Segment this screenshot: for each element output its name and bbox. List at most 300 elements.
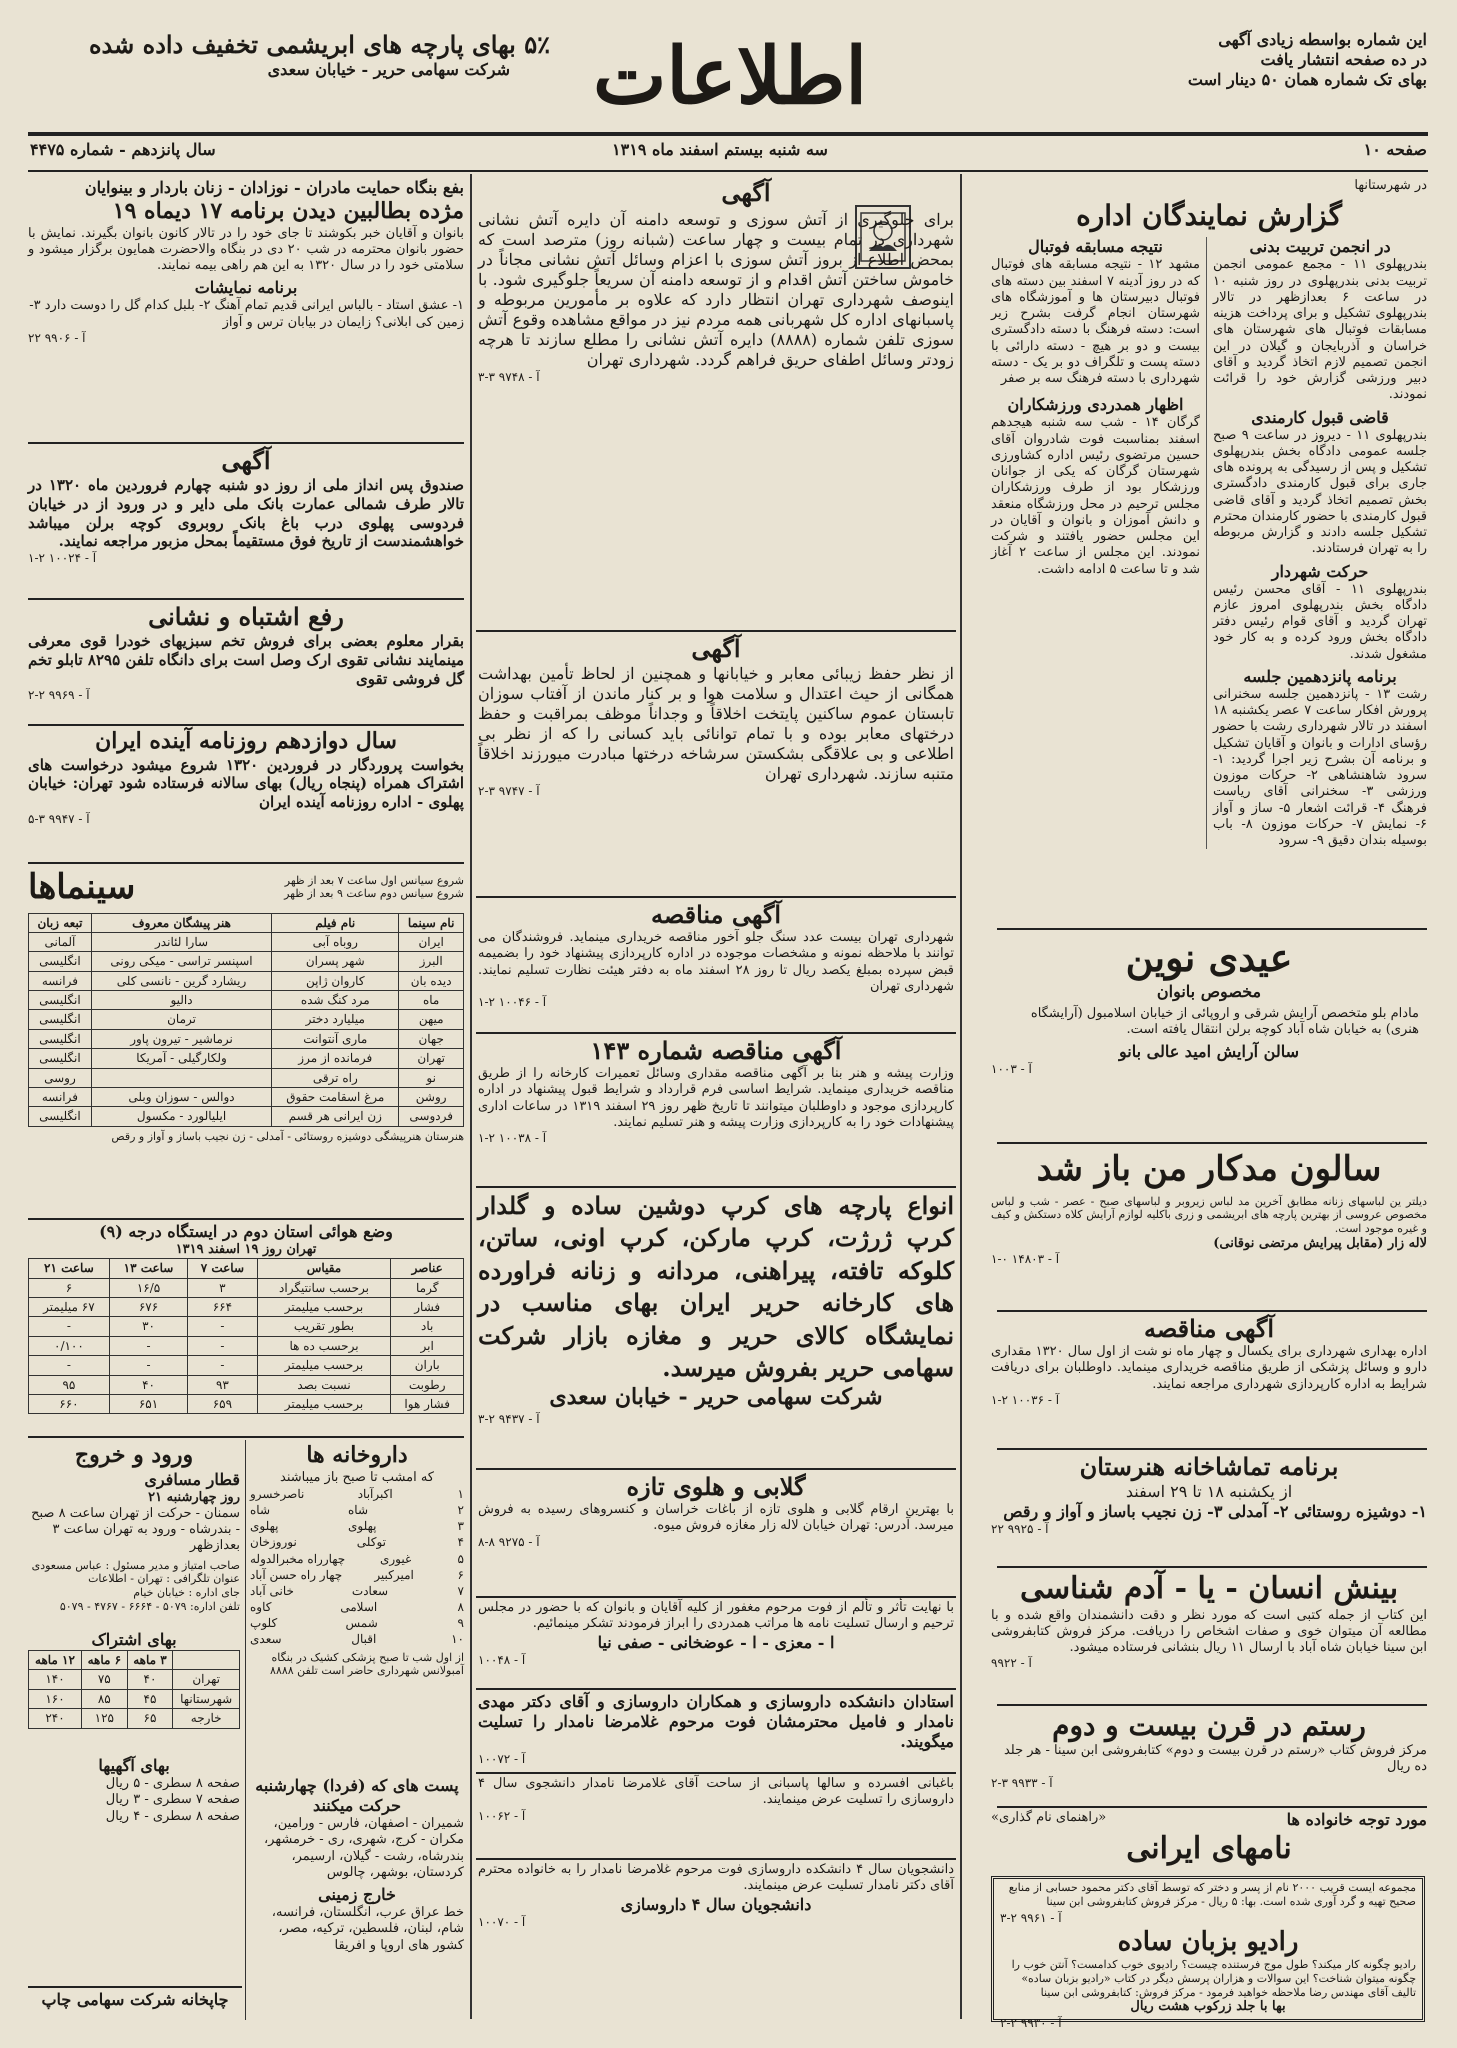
cinema-row-cell: فردوسی (399, 1107, 464, 1126)
weather-row-cell: برحسب میلیمتر (257, 1356, 391, 1375)
pharmacy-cell: ۷ (457, 1583, 464, 1598)
mid-rule-7 (476, 1688, 956, 1690)
correction-code: آ - ۹۹۶۹ ۲-۲ (28, 688, 90, 703)
mid-rule-4 (476, 1186, 956, 1188)
weather-row-cell: ۶۷۶ (109, 1298, 187, 1317)
rostam-body: مرکز فروش کتاب «رستم در قرن بیست و دوم» کتابفروشی ابن سینا - هر جلد ده ریال (1003, 1743, 1427, 1775)
weather-row-cell: برحسب میلیمتر (257, 1298, 391, 1317)
cinema-row-cell: انگلیسی (29, 991, 92, 1010)
left-rule-3 (28, 724, 464, 726)
pharmacy-cell: اقبال (351, 1632, 377, 1647)
cinema-row-cell: نو (399, 1068, 464, 1087)
pharmacy-cell: ۱ (457, 1486, 464, 1501)
weather-row-cell: ۴۰ (109, 1375, 187, 1394)
publisher: صاحب امتیاز و مدیر مسئول : عباس مسعودی (31, 1558, 240, 1572)
mid-rule-3 (476, 1032, 956, 1034)
eid-title: عیدی نوین (1125, 935, 1293, 980)
weather-section (28, 1222, 464, 1432)
pharmacy-row (250, 1534, 464, 1550)
pharmacy-row (250, 1502, 464, 1518)
cinema-rows (29, 932, 464, 1126)
post-section (250, 1776, 464, 2016)
subs-row-cell: ۴۵ (127, 1689, 173, 1708)
cinema-row-cell: روشن (399, 1088, 464, 1107)
radio-title: رادیو بزبان ساده (1117, 1926, 1299, 1957)
weather-row-cell: - (188, 1336, 257, 1355)
pharmacy-cell: کاوه (250, 1600, 272, 1615)
weather-row-cell: ۶۷ میلیمتر (29, 1298, 110, 1317)
arrivals-sub: قطار مسافری (144, 1469, 240, 1489)
weather-row (29, 1356, 464, 1375)
condolence-3 (478, 1776, 954, 1854)
cinema-row-cell (91, 1068, 271, 1087)
correction-body: بقرار معلوم بعضی برای فروش تخم سبزیهای خودرا قوی معرفی مینمایند نشانی تقوی ارک وصل است برای دانگاه تلفن ۸۲۹۵ تابلو تخم گل فروشی تقوی (28, 632, 464, 688)
subs-row-cell: خارجه (173, 1709, 240, 1728)
pharmacy-cell: سعادت (351, 1583, 389, 1598)
s4-body: رشت ۱۳ - پانزدهمین جلسه سخنرانی پرورش افکار ساعت ۷ عصر یکشنبه ۱۸ اسفند در تالار شهرداری رشت با حضور رؤسای ادارات و بانوان و آقایان تشکیل و برنامه آن بشرح زیر اجرا گردید: ۱- سرود شاهنشاهی ۲- حرکات موزون ورزشی ۳- سخنرانی آقای ریاست فرهنگ ۴- قرائت اشعار ۵- ساز و آواز ۶- نمایش ۷- حرکات موزون ۸- باب بوسیله بندان دقیق ۹- سرود (1213, 686, 1428, 848)
pharmacy-cell: غیوری (379, 1551, 412, 1566)
weather-row-cell: ۶۵۱ (109, 1394, 187, 1413)
arrivals-title: ورود و خروج (74, 1442, 194, 1468)
pharmacy-cell: پهلوی (250, 1519, 279, 1534)
weather-row-cell: فشار هوا (391, 1394, 464, 1413)
mid-rule-1 (476, 630, 956, 632)
cinema-row-cell: انگلیسی (29, 952, 92, 971)
subs-header: ۱۲ ماهه (29, 1651, 82, 1670)
pharmacy-cell: ۹ (457, 1616, 464, 1631)
silk-ad (478, 1190, 954, 1426)
program-title: برنامه نمایشات (194, 278, 298, 298)
dateline-page: صفحه ۱۰ (1363, 140, 1427, 159)
s1-title: در انجمن تربیت بدنی (1249, 237, 1391, 257)
ad-prices-section (28, 1756, 240, 1986)
right-rule-3 (997, 1310, 1427, 1312)
tender-ad (991, 1314, 1427, 1444)
foreign-body: خط عراق عرب، انگلستان، فرانسه، شام، لبنان، فلسطین، ترکیه، مصر، کشور های اروپا و افریقا (271, 1905, 464, 1953)
mothers-ad (28, 178, 464, 438)
mid-rule-9 (476, 1858, 956, 1860)
weather-row-cell: ۶ (29, 1278, 110, 1297)
weather-header: ساعت ۱۳ (109, 1259, 187, 1278)
left-rule-5 (28, 1218, 464, 1220)
names-code: آ - ۹۹۶۱ ۲-۳ (1000, 1910, 1062, 1925)
left-ad-line-2: شرکت سهامی حریر - خیابان سعدی (267, 60, 510, 79)
s3-title: حرکت شهردار (1271, 561, 1369, 581)
cinema-row (29, 1107, 464, 1126)
notice-line-1: این شماره بواسطه زیادی آگهی (1218, 30, 1427, 49)
radio-price: بها با جلد زرکوب هشت ریال (1130, 1999, 1286, 2015)
weather-row-cell: - (29, 1356, 110, 1375)
pharmacy-row (250, 1631, 464, 1647)
s2-title: قاضی قبول کارمندی (1251, 407, 1389, 427)
cinema-row-cell: دالیو (91, 991, 271, 1010)
subs-rows (29, 1670, 240, 1728)
fruit-ad (478, 1472, 954, 1572)
radio-body: رادیو چگونه کار میکند؟ طول موج فرستنده چیست؟ رادیوی خوب کدامست؟ آنتن خوب را چگونه میتوان شناخت؟ این سوالات و هزاران پرسش دیگر در کتاب «رادیو بزبان ساده» تالیف آقای مهندس رضا ملاحظه خواهید فرمود - مرکز فروش: کتابفروشی ابن سینا (1011, 1958, 1416, 1999)
post-title: پست های که (فردا) چهارشنبه حرکت میکنند (255, 1776, 459, 1815)
cinema-row-cell: جهان (399, 1029, 464, 1048)
weather-row-cell: ۶۶۴ (188, 1298, 257, 1317)
cinema-header: نام فیلم (272, 913, 399, 932)
savings-title: آگهی (221, 446, 271, 475)
cinema-row-cell: فرانسه (29, 971, 92, 990)
subscription-section (28, 1630, 240, 1750)
salon-ad (991, 1148, 1427, 1306)
weather-row-cell: رطوبت (391, 1375, 464, 1394)
pharmacy-cell: شاه (250, 1502, 270, 1517)
trees-ad-body: از نظر حفظ زیبائی معابر و خیابانها و همچنین از لحاظ تأمین بهداشت همگانی از حیث اعتدال و سلامت هوا و بر کنار ماندن از آفتاب سوزان تابستان عموم ساکنین پایتخت اخلاقاً و وجداناً موظف بمراقبت و حفظ درختهای معابر بوده و با تمام توانائی باید کسانی را که از نظر بی اطلاعی و بی علاقگی بشکستن سرشاخه درختها مبادرت میورزند اخلاقاً متنبه سازند. شهرداری تهران (478, 664, 955, 783)
ad-price-row: صفحه ۸ سطری - ۵ ریال (105, 1776, 240, 1791)
pharmacy-cell: اسلامی (340, 1600, 378, 1615)
cinema-row-cell: راه ترقی (272, 1068, 399, 1087)
subs-row (29, 1670, 240, 1689)
weather-row-cell: ۳ (188, 1278, 257, 1297)
notice-line-2: در ده صفحه انتشار یافت (1260, 50, 1427, 69)
pharmacy-cell: ۸ (457, 1600, 464, 1615)
subs-row-cell: ۴۰ (127, 1670, 173, 1689)
cinema-row-cell: زن ایرانی هر قسم (272, 1107, 399, 1126)
weather-row-cell: - (109, 1356, 187, 1375)
cinema-header: نام سینما (399, 913, 464, 932)
salon-title: سالون مدکار من باز شد (1036, 1149, 1382, 1189)
theater-sub: از یکشنبه ۱۸ تا ۲۹ اسفند (1125, 1482, 1293, 1501)
printer-line: چاپخانه شرکت سهامی چاپ (41, 1990, 229, 2009)
section-label: در شهرستانها (1354, 178, 1427, 193)
cinema-note-1: شروع سیانس اول ساعت ۷ بعد از ظهر (284, 873, 464, 887)
eid-shop: سالن آرایش امید عالی بانو (1118, 1042, 1299, 1061)
provinces-section (991, 178, 1427, 923)
cinema-row-cell: ماه (399, 991, 464, 1010)
cinema-row-cell: میلیارد دختر (272, 1010, 399, 1029)
pharmacy-cell: شمس (345, 1616, 378, 1631)
subs-row-cell: شهرستانها (173, 1689, 240, 1708)
cinema-row-cell: انگلیسی (29, 1107, 92, 1126)
arrivals-day: روز چهارشنبه ۲۱ (148, 1489, 240, 1505)
right-rule-2 (997, 1142, 1427, 1144)
fruit-code: آ - ۹۲۷۵ ۸-۸ (478, 1534, 540, 1549)
silk-code: آ - ۹۴۳۷ ۲-۳ (478, 1411, 540, 1426)
names-pre: مورد توجه خانواده ها (1286, 1810, 1427, 1829)
cinema-row-cell: دوالس - سوزان وبلی (91, 1088, 271, 1107)
weather-row-cell: برحسب میلیمتر (257, 1394, 391, 1413)
fire-ad-body: برای جلوگیری از آتش سوزی و توسعه دامنه آن دایره آتش نشانی شهرداری در تمام بیست و چهار ساعت (شبانه روز) مترصد است که بمحض اطلاع از بروز آتش سوزی با اعزام وسائل آتش نشانی مجاناً در خاموش ساختن آتش اقدام و از توسعه دامنه آن سریعاً جلوگیری شود. با اینوصف شهرداری تهران انتظار دارد که علاوه بر مأمورین مربوطه و پاسبانهای اداره کل شهربانی همه مردم نیز در مواقع مشاهده وقوع آتش سوزی تلفن شماره (۸۸۸۸) دایره آتش نشانی را مطلع سازند تا هرچه زودتر وسائل اطفای حریق فراهم گردد. شهرداری تهران (478, 210, 954, 369)
subs-table (28, 1650, 240, 1729)
cinema-section (28, 866, 464, 1216)
weather-row-cell: فشار (391, 1298, 464, 1317)
weather-row-cell: بطور تقریب (257, 1317, 391, 1336)
cinema-header: هنر پیشگان معروف (91, 913, 271, 932)
pharmacy-cell: ۵ (457, 1551, 464, 1566)
pharmacy-cell: ۳ (457, 1519, 464, 1534)
condolence-4 (478, 1862, 954, 2012)
condolence-3-body: باغبانی افسرده و سالها پاسبانی از ساحت آقای غلامرضا نامدار دانشجوی سال ۴ داروسازی را تسلیت عرض مینمایند. (478, 1776, 954, 1808)
left-rule-4 (28, 862, 464, 864)
radio-ad (991, 1876, 1425, 2030)
weather-row-cell: ۰/۱۰۰ (29, 1336, 110, 1355)
cinema-row-cell: روسی (29, 1068, 92, 1087)
stone-tender-ad (478, 900, 954, 1030)
mothers-head: مژده بطالبین دیدن برنامه ۱۷ دیماه ۱۹ (112, 198, 464, 224)
arrivals-body: سمنان - حرکت از تهران ساعت ۸ صبح - بندرشاه - ورود به تهران ساعت ۳ بعدازظهر (31, 1505, 240, 1554)
yearbook-ad (28, 728, 464, 858)
post-body: شمیران - اصفهان، فارس - ورامین، مکران - کرج، شهری، ری - خرمشهر، بندرشاه، رشت - گیلان، ارسیمر، کردستان، بوشهر، چالوس (263, 1816, 464, 1880)
weather-date: تهران روز ۱۹ اسفند ۱۳۱۹ (175, 1242, 317, 1257)
savings-ad (28, 446, 464, 594)
pharmacy-cell: کلوپ (250, 1616, 278, 1631)
cinema-row-cell: انگلیسی (29, 1029, 92, 1048)
pharmacy-cell: ۶ (457, 1567, 464, 1582)
rostam-code: آ - ۹۹۳۳ ۳-۲ (991, 1775, 1053, 1790)
tender-title: آگهی مناقصه (1143, 1314, 1275, 1343)
pharmacy-row (250, 1486, 464, 1502)
office-address: جای اداره : خیابان خیام (133, 1586, 240, 1599)
column-divider-1 (960, 174, 962, 2019)
correction-title: رفع اشتباه و نشانی (148, 602, 344, 631)
office-phone: تلفن اداره: ۵۰۷۹ - ۶۶۶۴ - ۴۷۶۷ - ۵۰۷۹ (59, 1599, 240, 1613)
s1-body: بندرپهلوی ۱۱ - مجمع عمومی انجمن تربیت بدنی بندرپهلوی در روز شنبه ۱۰ در ساعت ۶ بعدازظهر در تالار بندرپهلوی تشکیل و برای پرداخت هزینه مسابقات فوتبال های شهرستان های خراسان و آذربایجان و گیلان در این انجمن تصمیم لازم اتخاذ گردید و آقای دبیر ورزشی گزارش خود را قرائت نمودند. (1213, 257, 1427, 403)
dateline-date: سه شنبه بیستم اسفند ماه ۱۳۱۹ (612, 140, 828, 159)
subs-row-cell: ۷۵ (81, 1670, 127, 1689)
s2-body: بندرپهلوی ۱۱ - دیروز در ساعت ۹ صبح جلسه عمومی دادگاه بخش بندرپهلوی تشکیل و پس از رسیدگی به پرونده های جاری برای قبول کارمندی دادگستری بخش تصمیم اتخاذ گردید و آقای قاضی قبول کارمندی با حضور کارمندان محترم تشکیل جلسه دادند و گزارش مربوطه را به تهران فرستادند. (1213, 427, 1427, 557)
bottom-rule (28, 1986, 242, 1988)
book-ad (991, 1570, 1427, 1700)
pharmacy-list (250, 1486, 464, 1648)
eid-ad (991, 934, 1427, 1139)
pharmacy-cell: ۴ (457, 1535, 464, 1550)
subs-row (29, 1689, 240, 1708)
weather-row (29, 1317, 464, 1336)
weather-row-cell: باران (391, 1356, 464, 1375)
pharmacy-title: داروخانه ها (306, 1442, 408, 1468)
cinema-row-cell: ایران (399, 932, 464, 951)
weather-header: مقیاس (257, 1259, 391, 1278)
cinema-row-cell: آلمانی (29, 932, 92, 951)
weather-row-cell: ۱۶/۵ (109, 1278, 187, 1297)
book-body: این کتاب از جمله کتبی است که مورد نظر و دقت دانشمندان واقع شده و با مطالعه آن میتوان خوی و صفات اشخاص را دریافت. مرکز فروش کتابفروشی ابن سینا خیابان شاه آباد با ارسال ۱۱ ریال بنشانی فرستاده میشود. (991, 1607, 1427, 1655)
fruit-body: با بهترین ارقام گلابی و هلوی تازه از باغات خراسان و کنسروهای رسیده به فروش میرسد. آدرس: تهران خیابان لاله زار مغازه فروش میوه. (478, 1502, 954, 1534)
subs-row-cell: تهران (173, 1670, 240, 1689)
radio-code: آ - ۹۹۳۰ ۲-۲ (1000, 2015, 1062, 2030)
fruit-title: گلابی و هلوی تازه (626, 1472, 806, 1501)
weather-row-cell: ابر (391, 1336, 464, 1355)
weather-row (29, 1298, 464, 1317)
cinema-row (29, 991, 464, 1010)
cinema-row (29, 952, 464, 971)
eid-body: مادام بلو متخصص آرایش شرقی و اروپائی از خیابان اسلامبول (آرایشگاه هنری) به خیابان شاه آباد کوچه برلن انتقال یافته است. (1030, 1005, 1419, 1037)
subs-row (29, 1709, 240, 1728)
football-body: مشهد ۱۲ - نتیجه مسابقه های فوتبال که در روز آدینه ۷ اسفند بین دسته های فوتبال دبیرستان ها و آموزشگاه های شهرستان انجام گرفت بشرح زیر است: دسته فرهنگ با دسته دادگستری بیست و دو بر هیچ - دسته دارائی با دسته پست و تلگراف دو بر یک - دسته شهرداری با دسته فرهنگ سه بر صفر (991, 257, 1201, 386)
trees-ad-title: آگهی (691, 634, 741, 663)
subs-row-cell: ۱۴۰ (29, 1670, 82, 1689)
yearbook-code: آ - ۹۹۴۷ ۳-۵ (28, 811, 90, 826)
weather-rows (29, 1278, 464, 1414)
cinema-row-cell: میهن (399, 1010, 464, 1029)
cinema-row-cell: فرمانده از مرز (272, 1049, 399, 1068)
right-rule-6 (997, 1704, 1427, 1706)
subs-row-cell: ۲۴۰ (29, 1709, 82, 1728)
weather-row-cell: نسبت بصد (257, 1375, 391, 1394)
pharmacy-cell: سعدی (250, 1632, 282, 1647)
left-ad-line-1: ۵٪ بهای پارچه های ابریشمی تخفیف داده شده (88, 30, 550, 59)
masthead-right-notice (1057, 30, 1427, 100)
pharmacy-cell: چهار راه حسن آباد (250, 1567, 343, 1582)
condolence-1-sign: ا - معزی - ا - عوضخانی - صفی نیا (597, 1632, 835, 1652)
cinema-table (28, 913, 464, 1127)
cinema-row-cell: اسپنسر تراسی - میکی رونی (91, 952, 271, 971)
foreign-title: خارج زمینی (318, 1885, 396, 1904)
subs-header: ۶ ماهه (81, 1651, 127, 1670)
condolence-2-body: استادان دانشکده داروسازی و همکاران داروسازی و آقای دکتر مهدی نامدار و فامیل محترمشان فوت مرحوم غلامرضا نامدار را تسلیت میگویند. (478, 1692, 954, 1751)
cinema-row-cell: ماری آنتوانت (272, 1029, 399, 1048)
weather-row-cell: برحسب ده ها (257, 1336, 391, 1355)
salon-addr: لاله زار (مقابل پیرایش مرتضی نوقانی) (1213, 1235, 1427, 1251)
weather-row (29, 1375, 464, 1394)
rostam-ad (991, 1708, 1427, 1804)
weather-row-cell: ۶۶۰ (29, 1394, 110, 1413)
theater-body: ۱- دوشیزه روستائی ۲- آمدلی ۳- زن نجیب باساز و آواز و رقص (1003, 1502, 1427, 1521)
cinema-row-cell: کاروان ژاپن (272, 971, 399, 990)
left-rule-1 (28, 442, 464, 444)
cinema-row-cell: ترمان (91, 1010, 271, 1029)
cinema-row (29, 1068, 464, 1087)
sports-body: گرگان ۱۴ - شب سه شنبه هیجدهم اسفند بمناسبت فوت شادروان آقای حسین مرتضوی رئیس اداره کشاورزی شهرستان گرگان که یکی از جوانان ورزشکار بود از طرف ورزشکاران مجلس ترحیم در محل ورزشگاه منعقد و دانش آموزان و بانوان و آقایان در این مجلس حضور یافتند و شرکت نمودند. این مجلس از ساعت ۲ آغاز شد و تا ساعت ۵ ادامه داشت. (991, 415, 1201, 577)
book-title: بینش انسان - یا - آدم شناسی (1019, 1571, 1399, 1606)
cinema-row-cell: سارا لئاندر (91, 932, 271, 951)
salon-code: آ - ۱۴۸۰۳ ۰-۱ (991, 1252, 1060, 1266)
tender-body: اداره بهداری شهرداری برای یکسال و چهار ماه نو شت از اول سال ۱۳۲۰ مقداری دارو و وسائل پزشکی از طریق مناقصه خریداری مینماید. داوطلبان برای دریافت شرایط به اداره کارپردازی شهرداری مراجعه نمایند. (991, 1344, 1427, 1392)
industry-tender-ad (478, 1036, 954, 1184)
fire-ad-code: آ - ۹۷۴۸ ۳-۳ (478, 370, 540, 384)
rostam-title: رستم در قرن بیست و دوم (1052, 1709, 1366, 1742)
names-title: نامهای ایرانی (1126, 1831, 1292, 1866)
cinema-header: تبعه زبان (29, 913, 92, 932)
cinema-row-cell: مرد کنگ شده (272, 991, 399, 1010)
weather-row-cell: - (109, 1336, 187, 1355)
ad-price-row: صفحه ۷ سطری - ۳ ریال (105, 1792, 240, 1808)
cinema-row-cell: نرماشیر - تیرون پاور (91, 1029, 271, 1048)
cinema-row-cell: روباه آبی (272, 932, 399, 951)
savings-code: آ - ۱۰۰۲۴ ۲-۱ (28, 551, 97, 565)
pharmacy-row (250, 1567, 464, 1583)
names-sub: «راهنمای نام گذاری» (991, 1810, 1107, 1825)
silk-company: شرکت سهامی حریر - خیابان سعدی (549, 1384, 883, 1411)
cinema-row-cell: مرغ اسقامت حقوق (272, 1088, 399, 1107)
trees-ad-code: آ - ۹۷۴۷ ۳-۲ (478, 784, 540, 798)
condolence-1 (478, 1600, 954, 1685)
salon-body: دیلتر ین لباسهای زنانه مطابق آخرین مد لباس زیروبر و لباسهای صبح - عصر - شب و لباس مخصوص عروسی از بهترین پارچه های ابریشمی و زری باکلیه لوازم آرایش کلاه دستکش و کیف و غیره موجود است. (991, 1194, 1427, 1235)
condolence-4-code: آ - ۱۰۰۷۰ (478, 1914, 526, 1929)
weather-row-cell: برحسب سانتیگراد (257, 1278, 391, 1297)
pharmacy-cell: چهارراه مخبرالدوله (250, 1551, 346, 1566)
football-title: نتیجه مسابقه فوتبال (1028, 237, 1163, 257)
stone-tender-body: شهرداری تهران بیست عدد سنگ جلو آخور مناقصه خریداری مینماید. فروشندگان می توانند با ملاحظه نمونه و مشخصات موجوده در اداره کارپردازی پیشنهاد خود را بضمیمه قبض سپرده بمبلغ یکصد ریال تا روز ۲۸ اسفند ماه به دفتر هیئت نظارت تسلیم نمایند. شهرداری تهران (478, 930, 954, 994)
masthead-left-ad (30, 30, 550, 110)
cinema-row (29, 1049, 464, 1068)
condolence-2-code: آ - ۱۰۰۷۲ (478, 1752, 526, 1766)
pharmacy-row (250, 1599, 464, 1615)
pharmacy-cell: ۲ (457, 1502, 464, 1517)
condolence-3-code: آ - ۱۰۰۶۲ (478, 1808, 526, 1823)
dateline-rule (28, 170, 1428, 172)
pharmacy-row (250, 1583, 464, 1599)
stone-tender-code: آ - ۱۰۰۴۶ ۲-۱ (478, 995, 547, 1009)
left-rule-2 (28, 598, 464, 600)
weather-row-cell: - (188, 1317, 257, 1336)
tender-code: آ - ۱۰۰۳۶ ۲-۱ (991, 1392, 1060, 1407)
weather-header: ساعت ۷ (188, 1259, 257, 1278)
mid-rule-5 (476, 1468, 956, 1470)
right-rule-5 (997, 1566, 1427, 1568)
stone-tender-title: آگهی مناقصه (650, 900, 782, 929)
pharmacy-cell: نوروزخان (250, 1535, 297, 1550)
telegraph-address: عنوان تلگرافی : تهران - اطلاعات (88, 1572, 240, 1586)
weather-row-cell: باد (391, 1317, 464, 1336)
theater-title: برنامه تماشاخانه هنرستان (1079, 1452, 1339, 1481)
cinema-row-cell: البرز (399, 952, 464, 971)
cinema-row (29, 971, 464, 990)
industry-tender-code: آ - ۱۰۰۳۸ ۲-۱ (478, 1131, 547, 1145)
theater-note: هنرستان هنرپیشگی دوشیزه روستائی - آمدلی - زن نجیب باساز و آواز و رقص (111, 1129, 464, 1143)
cinema-row (29, 1029, 464, 1048)
pharmacy-row (250, 1518, 464, 1534)
cinema-note-2: شروع سیانس دوم ساعت ۹ بعد از ظهر (284, 887, 464, 901)
industry-tender-title: آگهی مناقصه شماره ۱۴۳ (590, 1036, 842, 1065)
sub-divider (245, 1440, 246, 2020)
cinema-title: سینماها (28, 867, 136, 907)
weather-row (29, 1394, 464, 1413)
weather-row-cell: - (188, 1356, 257, 1375)
provinces-headline: گزارش نمایندگان اداره (1076, 199, 1342, 233)
book-code: آ - ۹۹۲۲ (991, 1656, 1032, 1671)
weather-header: عناصر (391, 1259, 464, 1278)
sports-title: اظهار همدردی ورزشکاران (1007, 395, 1184, 415)
dateline-issue: سال پانزدهم - شماره ۴۴۷۵ (30, 140, 216, 159)
weather-row (29, 1336, 464, 1355)
pharmacy-row (250, 1551, 464, 1567)
yearbook-body: بخواست پروردگار در فروردین ۱۳۲۰ شروع میشود درخواست های اشتراک همراه (پنجاه ریال) بهای سالانه فرستاده شود تهران: خیابان پهلوی - اداره روزنامه آینده ایران (28, 755, 464, 811)
savings-body: صندوق پس انداز ملی از روز دو شنبه چهارم فروردین ماه ۱۳۲۰ در تالار طرف شمالی عمارت بانک ملی دایر و در ورود از در خیابان فردوسی پهلوی درب باغ بانک روبروی کوچه برلن میباشد خواهشمندست از تاریخ فوق مستقیماً بمحل مزبور مراجعه نمایند. (28, 476, 465, 551)
names-ad (991, 1810, 1427, 1870)
subs-row-cell: ۸۵ (81, 1689, 127, 1708)
weather-row-cell: - (29, 1317, 110, 1336)
cinema-row-cell: فرانسه (29, 1088, 92, 1107)
correction-ad (28, 602, 464, 720)
newspaper-title (570, 28, 890, 128)
industry-tender-body: وزارت پیشه و هنر بنا بر آگهی مناقصه مقداری وسائل تعمیرات کارخانه را از طریق مناقصه خریداری مینماید. شرایط اساسی فرم قرارداد و شرایط قبول پیشنهاد در اداره کارپردازی موجود و داوطلبان میتوانند تا تاریخ ظهر روز ۲۹ اسفند ۱۳۱۹ در ساعات اداری پیشنهادات خود را به کارپردازی وزارت پیشه و هنر تسلیم نمایند. (478, 1066, 954, 1130)
yearbook-title: سال دوازدهم روزنامه آینده ایران (95, 728, 397, 754)
column-divider-2 (470, 174, 472, 2019)
weather-row-cell: ۶۵۹ (188, 1394, 257, 1413)
mid-rule-2 (476, 896, 956, 898)
notice-line-3: بهای تک شماره همان ۵۰ دینار است (1187, 70, 1427, 89)
cinema-row-cell: انگلیسی (29, 1010, 92, 1029)
subs-header (173, 1651, 240, 1670)
fire-ad-title: آگهی (721, 178, 771, 207)
silk-text: انواع پارچه های کرپ دوشین ساده و گلدار کرپ ژرژت، کرپ مارکن، کرپ اونی، ساتن، کلوکه تافته، پیراهنی، مردانه و زنانه فراورده های کارخانه حریر ایران بهای مناسب در نمایشگاه کالای حریر و مغازه بازار شرکت سهامی حریر بفروش میرسد. (478, 1191, 954, 1382)
condolence-1-body: با نهایت تأثر و تألم از فوت مرحوم مغفور از کلیه آقایان و بانوان که با حضور در مجلس ترحیم و ارسال تسلیت نامه ها مراتب همدردی را ابراز فرمودند تشکر مینمائیم. (478, 1600, 954, 1632)
cinema-row-cell: ریشارد گرین - نانسی کلی (91, 971, 271, 990)
mothers-title: بفع بنگاه حمایت مادران - نوزادان - زنان باردار و بینوایان (84, 178, 464, 197)
mid-rule-8 (476, 1772, 956, 1774)
pharmacy-sub: که امشب تا صبح باز میباشند (280, 1469, 434, 1485)
pharmacy-cell: امیرکبیر (374, 1567, 414, 1582)
eid-code: آ - ۱۰۰۳ (991, 1062, 1032, 1076)
weather-row-cell: ۹۳ (188, 1375, 257, 1394)
subs-row-cell: ۱۶۰ (29, 1689, 82, 1708)
fire-ad (478, 178, 954, 628)
theater-ad (991, 1452, 1427, 1562)
left-rule-6 (28, 1436, 464, 1438)
